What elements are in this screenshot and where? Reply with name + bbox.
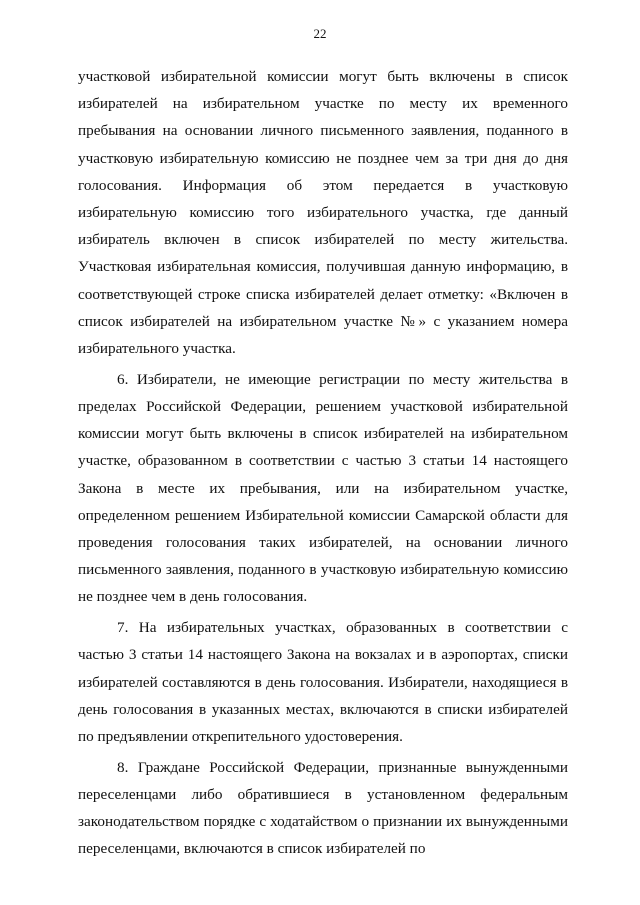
paragraph-continuation: участковой избирательной комиссии могут быть включены в список избирателей на избирательном участке по месту их временного пребывания на основании личного письменного заявления, поданного в участковую избирательную комиссию не позднее чем за три дня до дня голосования. Информация об этом передается в участковую избирательную комиссию того избирательного участка, где данный избиратель включен в список избирателей по месту жительства. Участковая избирательная комиссия, получившая данную информацию, в соответствующей строке списка избирателей делает отметку: «Включен в список избирателей на избирательном участке №» с указанием номера избирательного участка. bbox=[78, 68, 568, 358]
paragraph-item-6: 6. Избиратели, не имеющие регистрации по месту жительства в пределах Российской Федерации, решением участковой избирательной комиссии могут быть включены в список избирателей на избирательном участке, образованном в соответствии с частью 3 статьи 14 настоящего Закона в месте их пребывания, или на избирательном участке, определенном решением Избирательной комиссии Самарской области для проведения голосования таких избирателей, на основании личного письменного заявления, поданного в участковую избирательную комиссию не позднее чем в день голосования. bbox=[78, 370, 568, 606]
document-body bbox=[78, 63, 568, 866]
page-number: 22 bbox=[313, 26, 327, 41]
paragraph-item-7: 7. На избирательных участках, образованных в соответствии с частью 3 статьи 14 настоящего Закона на вокзалах и в аэропортах, списки избирателей составляются в день голосования. Избиратели, находящиеся в день голосования в указанных местах, включаются в списки избирателей по предъявлении открепительного удостоверения. bbox=[78, 619, 568, 746]
paragraph-item-8: 8. Граждане Российской Федерации, признанные вынужденными переселенцами либо обратившиеся в установленном федеральным законодательством порядке с ходатайством о признании их вынужденными переселенцами, включаются в список избирателей по bbox=[78, 758, 568, 858]
